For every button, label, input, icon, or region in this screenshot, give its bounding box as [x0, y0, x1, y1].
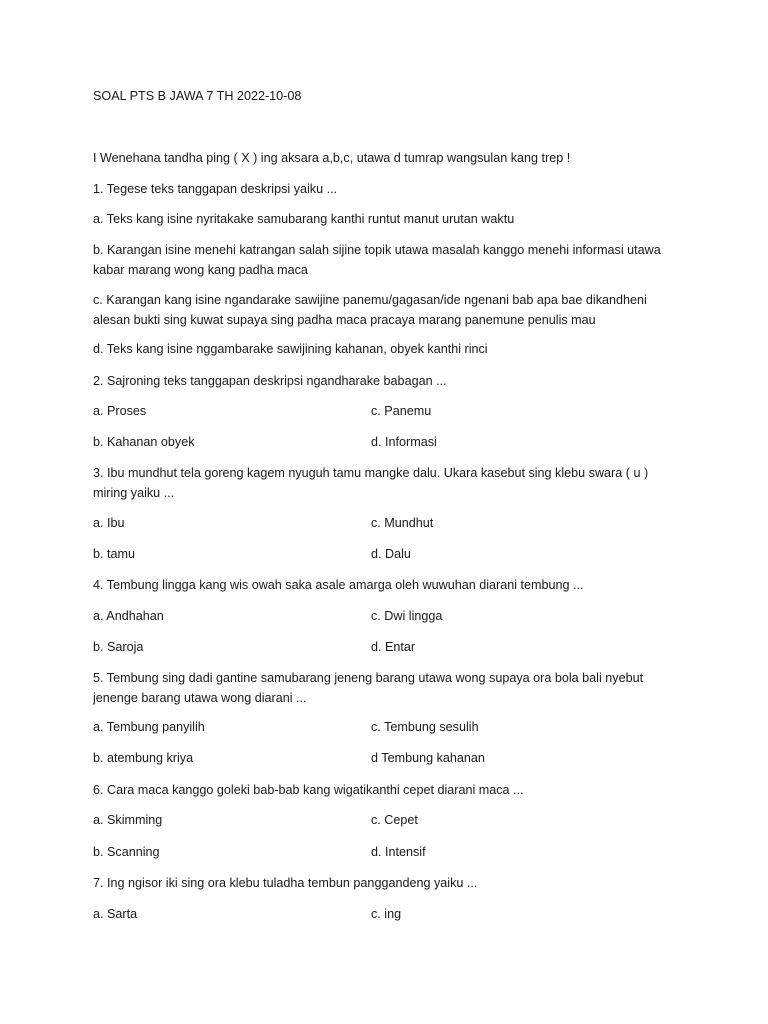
question-4-option-b: b. Saroja	[93, 640, 144, 654]
question-3-option-c: c. Mundhut	[371, 516, 434, 530]
question-2-option-b: b. Kahanan obyek	[93, 435, 195, 449]
question-4-option-c: c. Dwi lingga	[371, 609, 443, 623]
question-6-text: 6. Cara maca kanggo goleki bab-bab kang wigatikanthi cepet diarani maca ...	[93, 783, 524, 797]
question-2-option-d: d. Informasi	[371, 435, 437, 449]
question-5-option-b: b. atembung kriya	[93, 751, 194, 765]
question-2-text: 2. Sajroning teks tanggapan deskripsi ngandharake babagan ...	[93, 374, 447, 388]
question-5-text: 5. Tembung sing dadi gantine samubarang jeneng barang utawa wong supaya ora bola bali nyebut jenenge barang utawa wong diarani ...	[93, 671, 644, 705]
question-7-text: 7. Ing ngisor iki sing ora klebu tuladha tembun panggandeng yaiku ...	[93, 876, 478, 890]
question-3-option-b: b. tamu	[93, 547, 135, 561]
question-6-option-a: a. Skimming	[93, 813, 163, 827]
question-1-text: 1. Tegese teks tanggapan deskripsi yaiku ...	[93, 182, 338, 196]
question-1-option-a: a. Teks kang isine nyritakake samubarang kanthi runtut manut urutan waktu	[93, 212, 515, 226]
question-5-option-d: d Tembung kahanan	[371, 751, 485, 765]
question-3-text: 3. Ibu mundhut tela goreng kagem nyuguh tamu mangke dalu. Ukara kasebut sing klebu swara ( u ) miring yaiku ...	[93, 466, 649, 500]
question-6-option-b: b. Scanning	[93, 845, 160, 859]
question-4-text: 4. Tembung lingga kang wis owah saka asale amarga oleh wuwuhan diarani tembung ...	[93, 578, 584, 592]
question-2-option-a: a. Proses	[93, 404, 147, 418]
question-7-option-c: c. ing	[371, 907, 402, 921]
question-6-option-d: d. Intensif	[371, 845, 426, 859]
question-3-option-d: d. Dalu	[371, 547, 411, 561]
instruction-text: I Wenehana tandha ping ( X ) ing aksara a,b,c, utawa d tumrap wangsulan kang trep !	[93, 151, 571, 165]
question-7-option-a: a. Sarta	[93, 907, 138, 921]
question-2-option-c: c. Panemu	[371, 404, 432, 418]
question-5-option-c: c. Tembung sesulih	[371, 720, 479, 734]
question-3-option-a: a. Ibu	[93, 516, 125, 530]
question-6-option-c: c. Cepet	[371, 813, 418, 827]
question-1-option-d: d. Teks kang isine nggambarake sawijining kahanan, obyek kanthi rinci	[93, 342, 488, 356]
question-1-option-c: c. Karangan kang isine ngandarake sawijine panemu/gagasan/ide ngenani bab apa bae dikandheni alesan bukti sing kuwat supaya sing padha maca pracaya marang panemune penulis mau	[93, 293, 647, 327]
question-5-option-a: a. Tembung panyilih	[93, 720, 205, 734]
question-4-option-d: d. Entar	[371, 640, 416, 654]
question-1-option-b: b. Karangan isine menehi katrangan salah sijine topik utawa masalah kanggo menehi informasi utawa kabar marang wong kang padha maca	[93, 243, 661, 277]
document-title: SOAL PTS B JAWA 7 TH 2022-10-08	[93, 89, 302, 103]
question-4-option-a: a. Andhahan	[93, 609, 164, 623]
